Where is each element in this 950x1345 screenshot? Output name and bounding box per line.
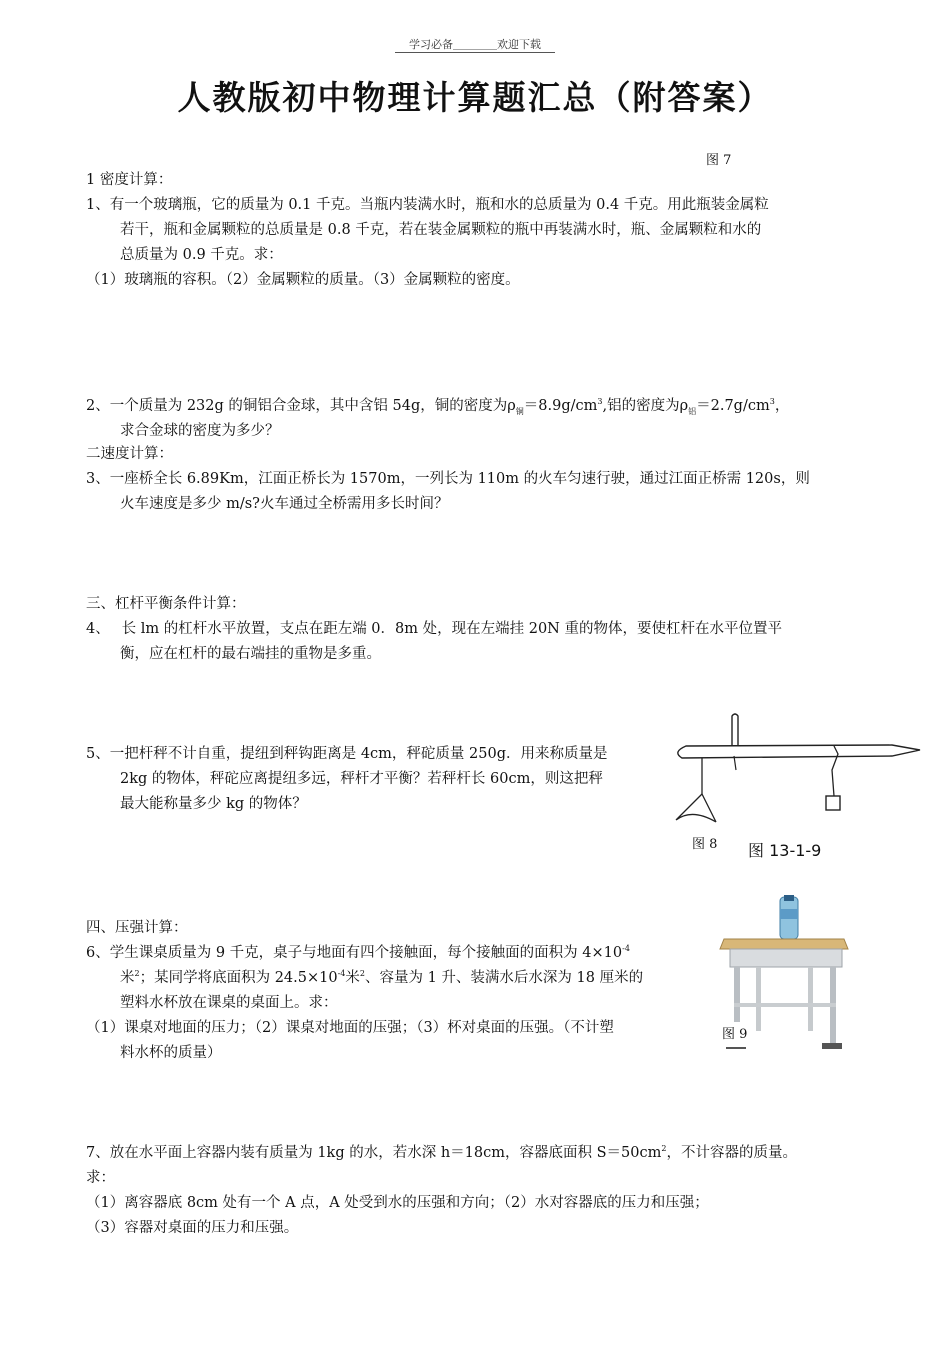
section-4-heading: 四、压强计算： xyxy=(86,920,188,936)
question-2-line-2: 求合金球的密度为多少？ xyxy=(120,423,280,439)
figure-8-code: 图 13-1-9 xyxy=(748,841,822,860)
question-5-line-1: 5、一把杆秤不计自重，提纽到秤钩距离是 4cm，秤砣质量 250g．用来称质量是 xyxy=(86,746,608,762)
figure-9-label: 图 9 xyxy=(720,1022,749,1047)
page-header: 学习必备＿＿＿＿欢迎下载 xyxy=(409,38,541,51)
question-1-line-2: 若干，瓶和金属颗粒的总质量是 0.8 千克，若在装金属颗粒的瓶中再装满水时，瓶、金属颗粒和水的 xyxy=(120,222,762,238)
question-1-line-3: 总质量为 0.9 千克。求： xyxy=(120,247,283,263)
question-3-line-1: 3、一座桥全长 6.89Km，江面正桥长为 1570m，一列长为 110m 的火车匀速行驶，通过江面正桥需 120s，则 xyxy=(86,471,810,487)
question-7-subquestion-3: （3）容器对桌面的压力和压强。 xyxy=(86,1220,299,1236)
question-5-line-3: 最大能称量多少 kg 的物体？ xyxy=(120,796,307,812)
question-5-line-2: 2kg 的物体，秤砣应离提纽多远，秤杆才平衡？若秤杆长 60cm，则这把秤 xyxy=(120,771,603,787)
question-7-subquestions-1-2: （1）离容器底 8cm 处有一个 A 点，A 处受到水的压强和方向；（2）水对容器底的压力和压强； xyxy=(86,1195,709,1211)
question-4-line-1: 4、 长 lm 的杠杆水平放置，支点在距左端 0．8m 处，现在左端挂 20N 重的物体，要使杠杆在水平位置平 xyxy=(86,621,782,637)
question-6-subquestions: （1）课桌对地面的压力；（2）课桌对地面的压强；（3）杯对桌面的压强。（不计塑 xyxy=(86,1020,614,1036)
document-title: 人教版初中物理计算题汇总（附答案） xyxy=(177,78,773,117)
question-6-line-1: 6、学生课桌质量为 9 千克，桌子与地面有四个接触面，每个接触面的面积为 $4\times 10^{-4}$ xyxy=(86,944,630,961)
question-6-line-3: 塑料水杯放在课桌的桌面上。求： xyxy=(120,995,338,1011)
question-4-line-2: 衡，应在杠杆的最右端挂的重物是多重。 xyxy=(120,646,381,662)
question-1-line-1: 1、有一个玻璃瓶，它的质量为 0.1 千克。当瓶内装满水时，瓶和水的总质量为 0.4 千克。用此瓶装金属粒 xyxy=(86,197,769,213)
steelyard-figure xyxy=(662,712,926,840)
figure-8-label: 图 8 xyxy=(692,837,718,852)
question-7-line-1: 7、放在水平面上容器内装有质量为 1kg 的水，若水深 h＝18cm，容器底面积 $S=50cm^2$，不计容器的质量。 xyxy=(86,1144,797,1161)
question-7-line-2: 求： xyxy=(86,1170,115,1186)
header-divider xyxy=(395,52,555,53)
question-6-line-2: 米$^2$；某同学将底面积为 $24.5\times 10^{-4}$米$^2$、容量为 1 升、装满水后水深为 18 厘米的 xyxy=(120,969,644,986)
question-6-line-5: 料水杯的质量） xyxy=(120,1045,222,1061)
question-3-line-2: 火车速度是多少 m/s?火车通过全桥需用多长时间？ xyxy=(120,496,449,512)
section-1-heading: 1 密度计算： xyxy=(86,172,173,188)
question-2-line-1: 2、一个质量为 232g 的铜铝合金球，其中含铝 54g，铜的密度为$\rho_铜=8.9g/cm^3$,铝的密度为$\rho_铝=2.7g/cm^3$， xyxy=(86,397,790,416)
section-3-heading: 三、杠杆平衡条件计算： xyxy=(86,596,246,612)
figure-7-label: 图 7 xyxy=(706,153,732,168)
question-1-subquestions: （1）玻璃瓶的容积。（2）金属颗粒的质量。（3）金属颗粒的密度。 xyxy=(86,272,520,288)
section-2-heading: 二速度计算： xyxy=(86,446,173,462)
